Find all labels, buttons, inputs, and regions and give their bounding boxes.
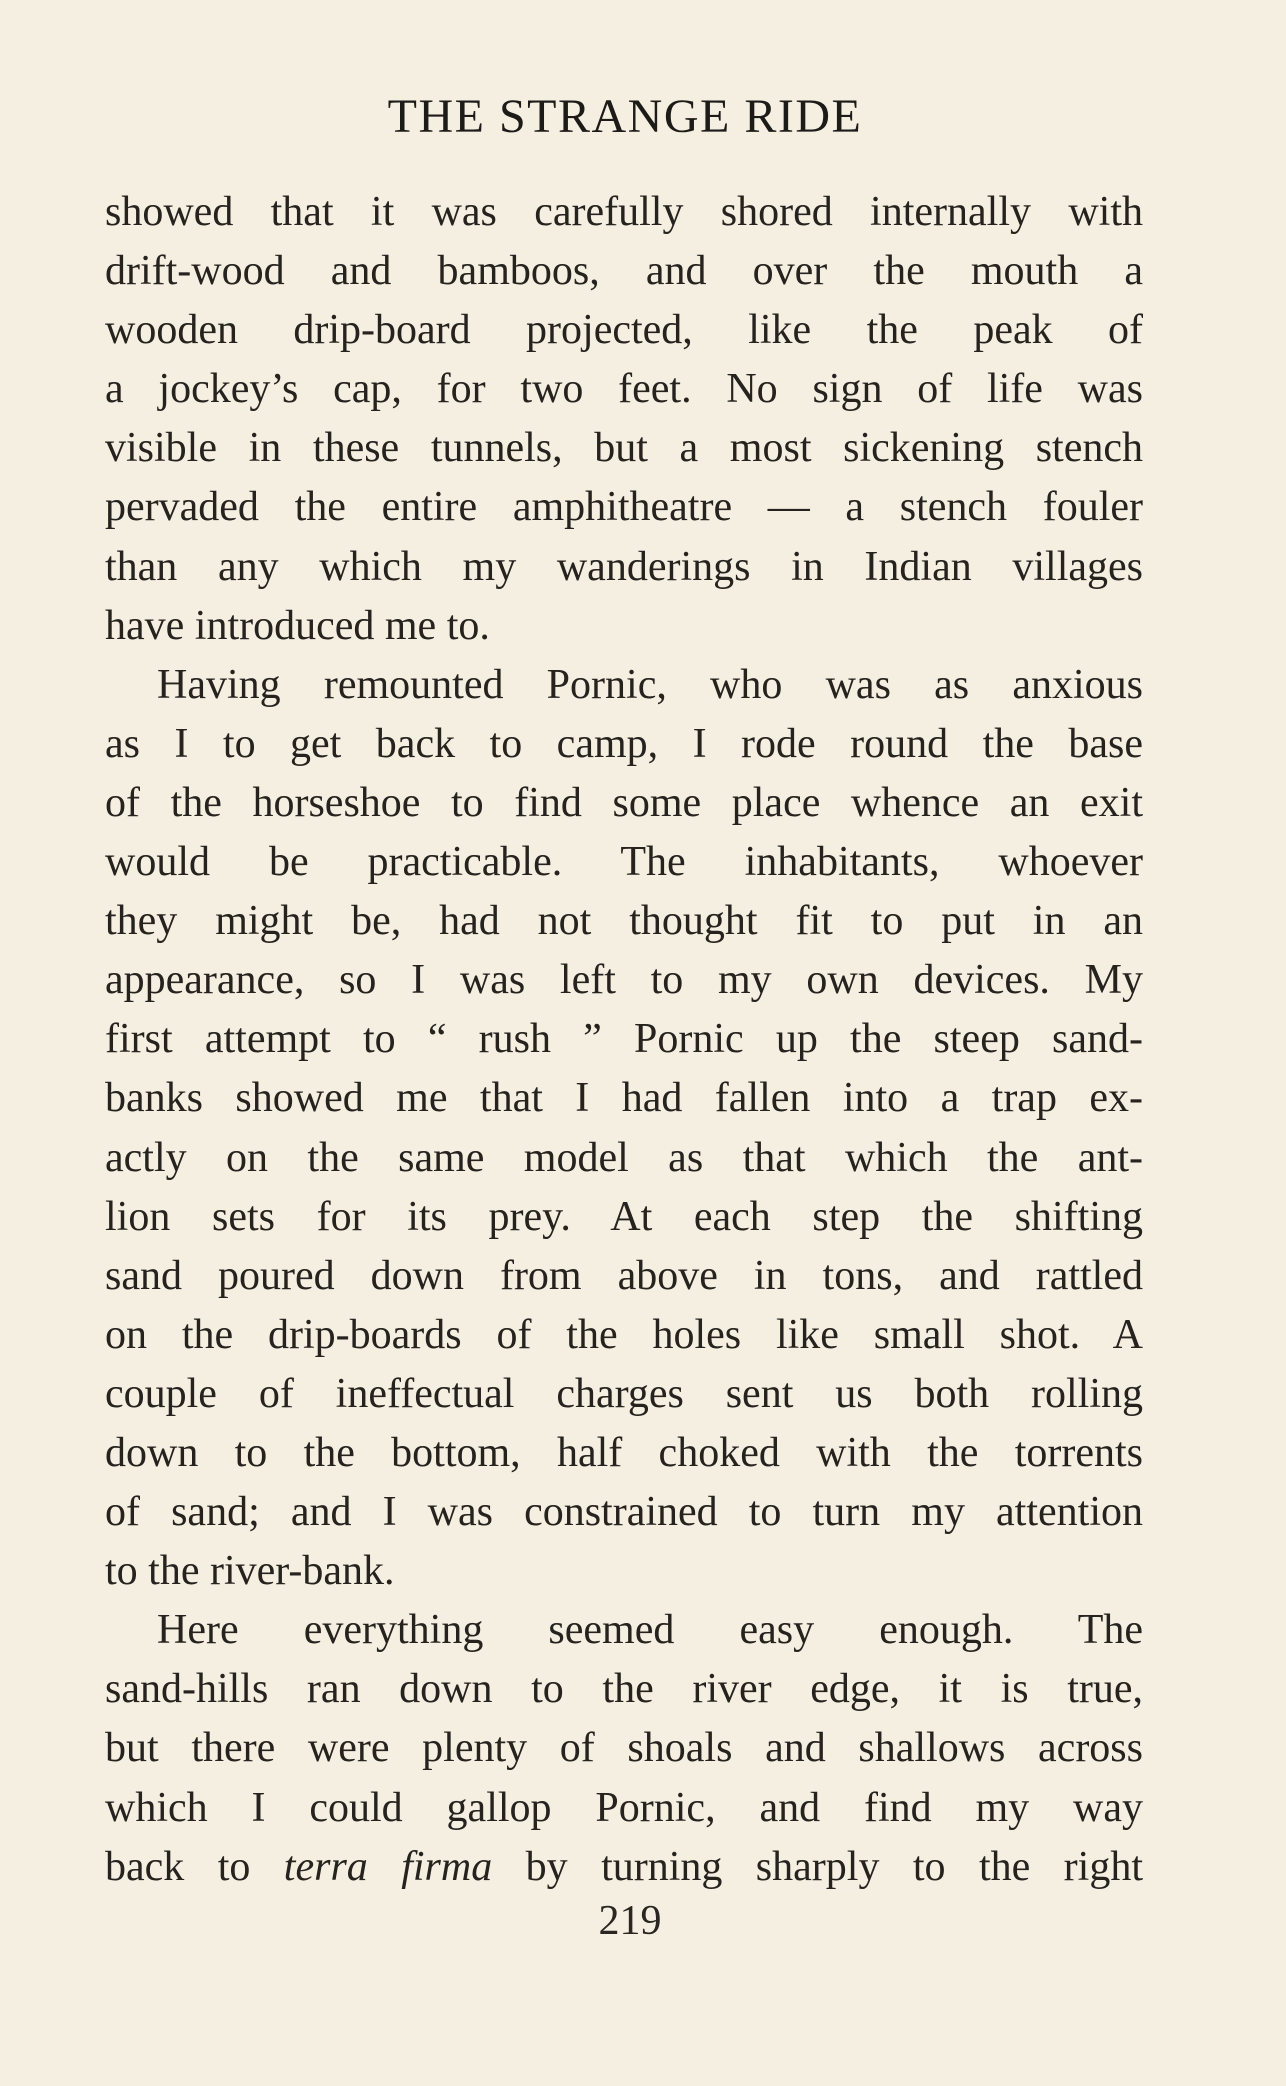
text-line: couple of ineffectual charges sent us both rolling	[105, 1370, 1143, 1417]
text-run: back to	[105, 1843, 284, 1890]
text-line: as I to get back to camp, I rode round the base	[105, 720, 1143, 767]
text-line: lion sets for its prey. At each step the shifting	[105, 1193, 1143, 1240]
text-line: appearance, so I was left to my own devices. My	[105, 957, 1143, 1004]
text-line: which I could gallop Pornic, and find my way	[105, 1784, 1143, 1831]
text-line: banks showed me that I had fallen into a trap ex-	[105, 1075, 1143, 1122]
text-line	[105, 1838, 1143, 1897]
text-line: down to the bottom, half choked with the torrents	[105, 1429, 1143, 1476]
text-line: drift-wood and bamboos, and over the mouth a	[105, 248, 1143, 295]
page-number: 219	[598, 1898, 662, 1944]
text-line: showed that it was carefully shored internally with	[105, 189, 1143, 235]
text-line: sand poured down from above in tons, and rattled	[105, 1252, 1143, 1299]
text-line: than any which my wanderings in Indian villages	[105, 543, 1143, 590]
text-run: by turning sharply to the right	[492, 1843, 1144, 1890]
text-line: pervaded the entire amphitheatre — a stench fouler	[105, 484, 1143, 531]
text-line: first attempt to “ rush ” Pornic up the steep sand-	[105, 1016, 1143, 1063]
body-text	[105, 183, 1143, 1897]
text-line: of sand; and I was constrained to turn my attention	[105, 1489, 1143, 1536]
text-line: Having remounted Pornic, who was as anxious	[157, 661, 1143, 708]
text-line: on the drip-boards of the holes like small shot. A	[105, 1311, 1143, 1358]
running-head: THE STRANGE RIDE	[387, 90, 863, 143]
text-line: visible in these tunnels, but a most sickening stench	[105, 425, 1143, 472]
text-line: actly on the same model as that which the ant-	[105, 1134, 1143, 1181]
italic-phrase: terra firma	[283, 1843, 493, 1890]
text-line: they might be, had not thought fit to put in an	[105, 898, 1143, 945]
text-line: would be practicable. The inhabitants, whoever	[105, 839, 1143, 886]
text-line: wooden drip-board projected, like the peak of	[105, 307, 1143, 354]
text-line: sand-hills ran down to the river edge, it is true,	[105, 1666, 1143, 1713]
text-line: but there were plenty of shoals and shallows across	[105, 1725, 1143, 1772]
text-line: a jockey’s cap, for two feet. No sign of life was	[105, 366, 1143, 413]
text-line: to the river-bank.	[105, 1548, 395, 1595]
text-line: Here everything seemed easy enough. The	[157, 1607, 1143, 1654]
text-line: of the horseshoe to find some place whence an exit	[105, 779, 1143, 826]
text-line: have introduced me to.	[105, 602, 490, 649]
